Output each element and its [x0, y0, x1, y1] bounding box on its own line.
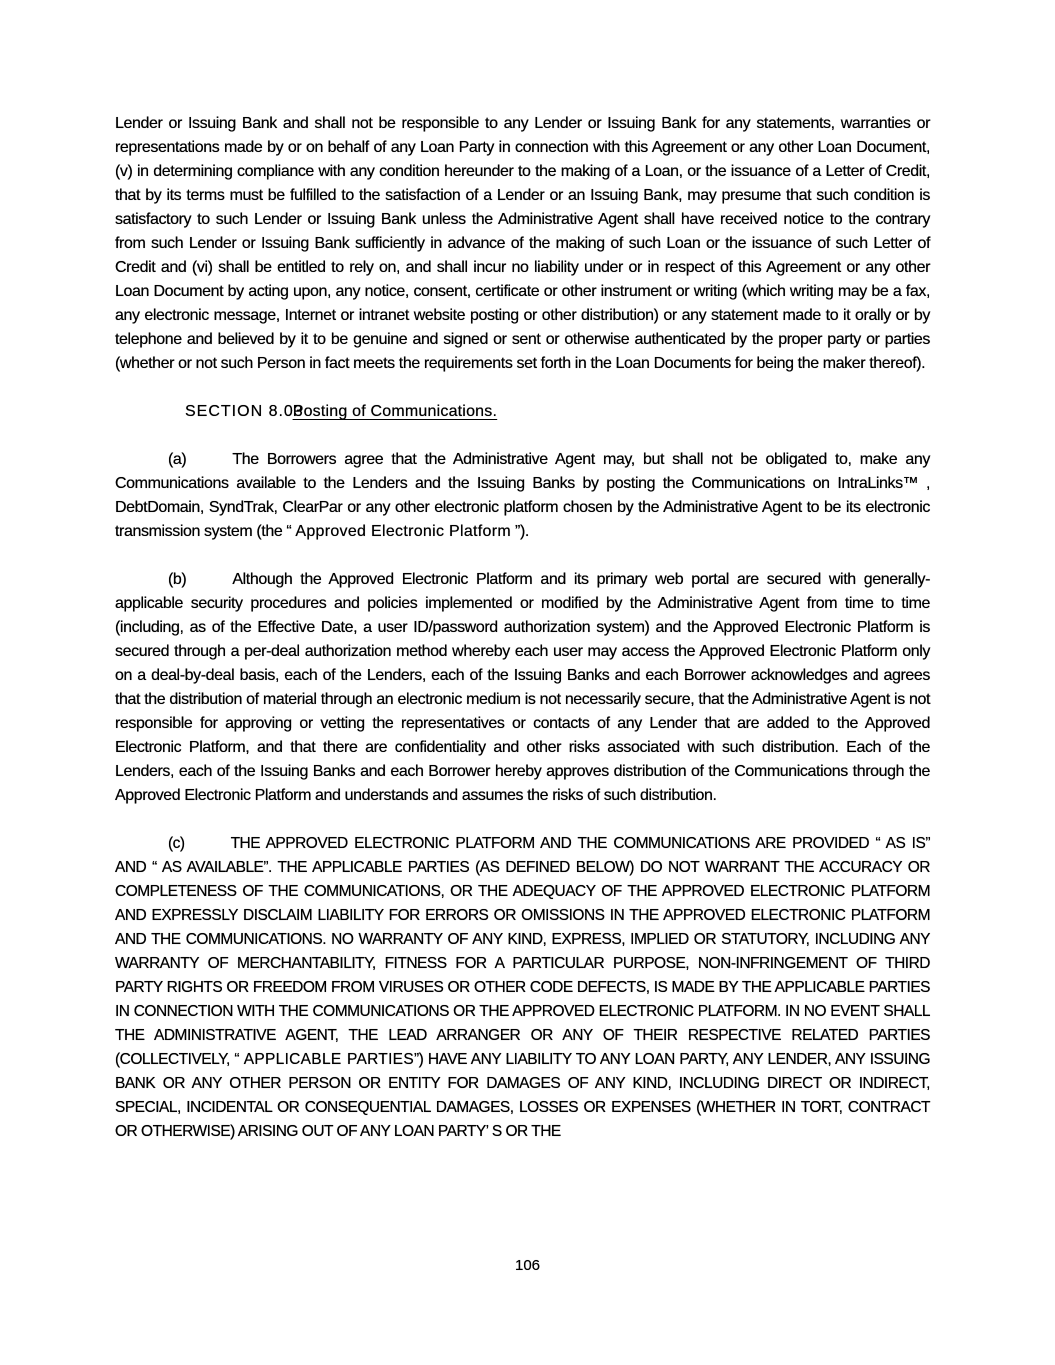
- paragraph-b: [115, 568, 930, 808]
- paragraph-a: [115, 448, 930, 544]
- section-title: Posting of Communications.: [292, 403, 498, 420]
- defined-term-applicable-parties: APPLICABLE PARTIES: [243, 1051, 414, 1068]
- paragraph-a-text: The Borrowers agree that the Administrative Agent may, but shall not be obligated to, make any Communications available to the Lenders and the Issuing Banks by posting the Communications on IntraLinks™ , DebtDomain, SyndTrak, ClearPar or any other electronic platform chosen by the Administrative Agent to be its electronic transmission system (the “: [115, 451, 930, 540]
- paragraph-c-marker: (c): [168, 835, 185, 852]
- paragraph-c-text-end: ”) HAVE ANY LIABILITY TO ANY LOAN PARTY, ANY LENDER, ANY ISSUING BANK OR ANY OTHER PERSON OR ENTITY FOR DAMAGES OF ANY KIND, INCLUDING DIRECT OR INDIRECT, SPECIAL, INCIDENTAL OR CONSEQUENTIAL DAMAGES, LOSSES OR EXPENSES (WHETHER IN TORT, CONTRACT OR OTHERWISE) ARISING OUT OF ANY LOAN PARTY’ S OR THE: [115, 1051, 930, 1140]
- paragraph-c-text: THE APPROVED ELECTRONIC PLATFORM AND THE COMMUNICATIONS ARE PROVIDED “ AS IS” AND “ AS AVAILABLE”. THE APPLICABLE PARTIES (AS DEFINED BELOW) DO NOT WARRANT THE ACCURACY OR COMPLETENESS OF THE COMMUNICATIONS, OR THE ADEQUACY OF THE APPROVED ELECTRONIC PLATFORM AND EXPRESSLY DISCLAIM LIABILITY FOR ERRORS OR OMISSIONS IN THE APPROVED ELECTRONIC PLATFORM AND THE COMMUNICATIONS. NO WARRANTY OF ANY KIND, EXPRESS, IMPLIED OR STATUTORY, INCLUDING ANY WARRANTY OF MERCHANTABILITY, FITNESS FOR A PARTICULAR PURPOSE, NON-INFRINGEMENT OF THIRD PARTY RIGHTS OR FREEDOM FROM VIRUSES OR OTHER CODE DEFECTS, IS MADE BY THE APPLICABLE PARTIES IN CONNECTION WITH THE COMMUNICATIONS OR THE APPROVED ELECTRONIC PLATFORM. IN NO EVENT SHALL THE ADMINISTRATIVE AGENT, THE LEAD ARRANGER OR ANY OF THEIR RESPECTIVE RELATED PARTIES (COLLECTIVELY, “: [115, 835, 930, 1068]
- paragraph-a-text-end: ”).: [510, 523, 529, 540]
- defined-term-approved-electronic-platform: Approved Electronic Platform: [295, 523, 511, 540]
- section-heading: [115, 400, 930, 424]
- paragraph-a-marker: (a): [168, 451, 187, 468]
- paragraph-b-marker: (b): [168, 571, 187, 588]
- section-number: SECTION 8.03: [185, 403, 304, 420]
- paragraph-b-text: Although the Approved Electronic Platform and its primary web portal are secured with generally-applicable security procedures and policies implemented or modified by the Administrative Agent from time to time (including, as of the Effective Date, a user ID/password authorization system) and the Approved Electronic Platform is secured through a per-deal authorization method whereby each user may access the Approved Electronic Platform only on a deal-by-deal basis, each of the Lenders, each of the Issuing Banks and each Borrower acknowledges and agrees that the distribution of material through an electronic medium is not necessarily secure, that the Administrative Agent is not responsible for approving or vetting the representatives or contacts of any Lender that are added to the Approved Electronic Platform, and that there are confidentiality and other risks associated with such distribution. Each of the Lenders, each of the Issuing Banks and each Borrower hereby approves distribution of the Communications through the Approved Electronic Platform and understands and assumes the risks of such distribution.: [115, 571, 930, 804]
- page-number: 106: [514, 1257, 541, 1274]
- continuation-paragraph: Lender or Issuing Bank and shall not be responsible to any Lender or Issuing Bank for any statements, warranties or representations made by or on behalf of any Loan Party in connection with this Agreement or any other Loan Document, (v) in determining compliance with any condition hereunder to the making of a Loan, or the issuance of a Letter of Credit, that by its terms must be fulfilled to the satisfaction of a Lender or an Issuing Bank, may presume that such condition is satisfactory to such Lender or Issuing Bank unless the Administrative Agent shall have received notice to the contrary from such Lender or Issuing Bank sufficiently in advance of the making of such Loan or the issuance of such Letter of Credit and (vi) shall be entitled to rely on, and shall incur no liability under or in respect of this Agreement or any other Loan Document by acting upon, any notice, consent, certificate or other instrument or writing (which writing may be a fax, any electronic message, Internet or intranet website posting or other distribution) or any statement made to it orally or by telephone and believed by it to be genuine and signed or sent or otherwise authenticated by the proper party or parties (whether or not such Person in fact meets the requirements set forth in the Loan Documents for being the maker thereof).: [115, 115, 930, 372]
- paragraph-c: [115, 832, 930, 1144]
